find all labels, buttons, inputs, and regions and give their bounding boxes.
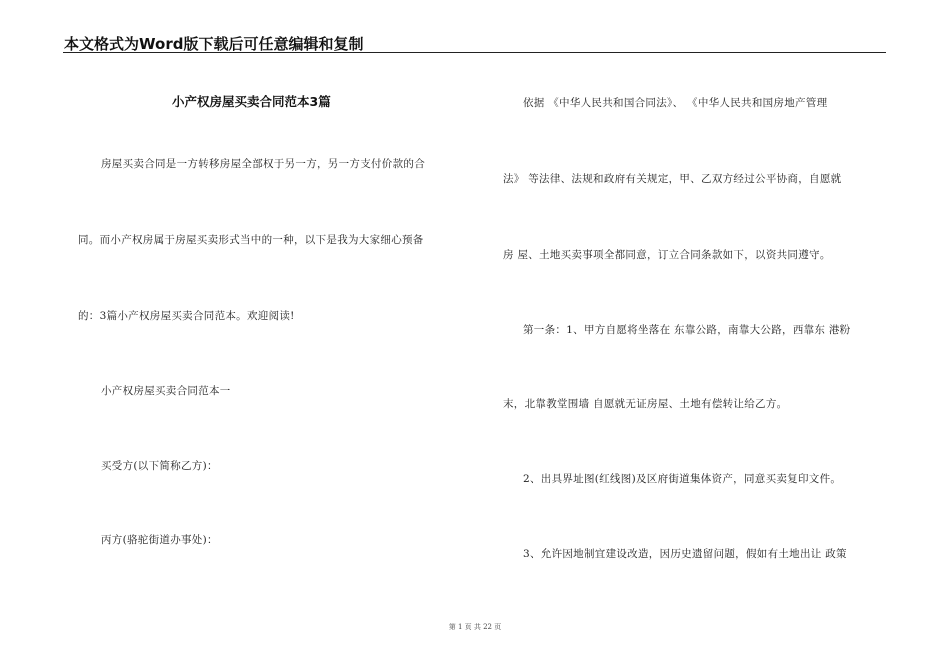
right-paragraph-line: 依据 《中华人民共和国合同法》、 《中华人民共和国房地产管理 [523,97,828,109]
left-paragraph-line: 房屋买卖合同是一方转移房屋全部权于另一方，另一方支付价款的合 [101,158,425,170]
section-heading: 小产权房屋买卖合同范本一 [101,385,231,397]
article-one-line: 末，北靠教堂围墙 自愿就无证房屋、土地有偿转让给乙方。 [503,398,788,410]
third-party-label: 丙方(骆驼街道办事处)： [101,534,218,546]
article-item-3: 3、允许因地制宜建设改造，因历史遗留问题，假如有土地出让 政策 [523,548,847,560]
buyer-party-label: 买受方(以下简称乙方)： [101,460,218,472]
right-paragraph-line: 法》 等法律、法规和政府有关规定，甲、乙双方经过公平协商，自愿就 [503,173,842,185]
page-number: 第 1 页 共 22 页 [448,623,502,631]
article-item-2: 2、出具界址图(红线图)及区府街道集体资产，同意买卖复印文件。 [523,473,842,485]
article-one-line: 第一条：1、甲方自愿将坐落在 东靠公路，南靠大公路，西靠东 港粉 [523,324,851,336]
document-title: 小产权房屋买卖合同范本3篇 [172,94,331,109]
right-paragraph-line: 房 屋、土地买卖事项全都同意，订立合同条款如下，以资共同遵守。 [503,249,831,261]
header-title: 本文格式为Word版下载后可任意编辑和复制 [64,35,364,53]
left-paragraph-line: 同。而小产权房属于房屋买卖形式当中的一种，以下是我为大家细心预备 [78,234,424,246]
left-paragraph-line: 的：3篇小产权房屋买卖合同范本。欢迎阅读! [78,310,295,322]
header-divider [63,52,886,53]
